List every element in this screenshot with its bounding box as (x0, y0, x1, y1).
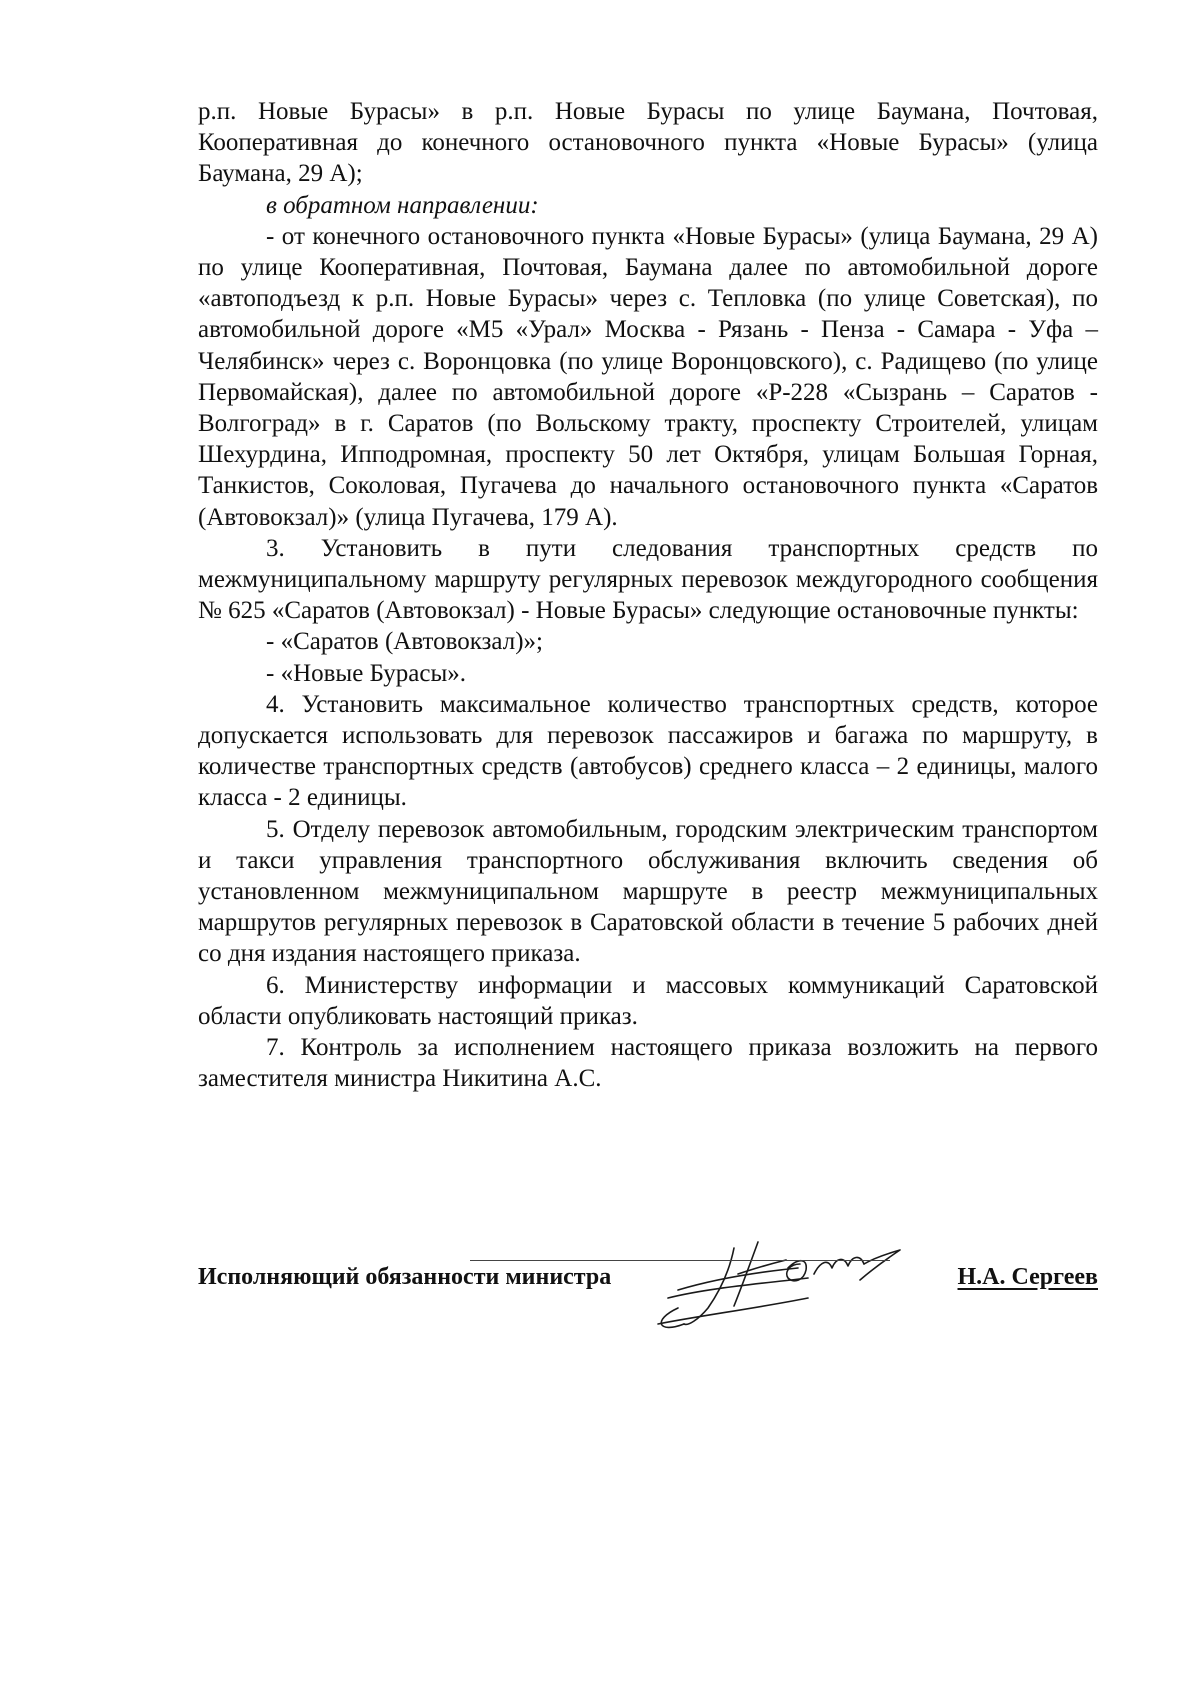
paragraph-item-3: 3. Установить в пути следования транспортных средств по межмуниципальному маршруту регулярных перевозок междугородного сообщения № 625 «Саратов (Автовокзал) - Новые Бурасы» следующие остановочные пункты: (198, 534, 1098, 625)
signer-title: Исполняющий обязанности министра (198, 1264, 612, 1290)
paragraph-item-6: 6. Министерству информации и массовых коммуникаций Саратовской области опубликовать настоящий приказ. (198, 971, 1098, 1030)
paragraph-stop-2: - «Новые Бурасы». (266, 659, 467, 687)
paragraph-item-7: 7. Контроль за исполнением настоящего приказа возложить на первого заместителя министра Никитина А.С. (198, 1034, 1098, 1093)
signer-name: Н.А. Сергеев (957, 1264, 1098, 1290)
paragraph-continuation: р.п. Новые Бурасы» в р.п. Новые Бурасы по улице Баумана, Почтовая, Кооперативная до конечного остановочного пункта «Новые Бурасы» (улица Баумана, 29 А); (198, 98, 1098, 188)
paragraph-return-direction-heading: в обратном направлении: (266, 191, 539, 219)
handwritten-signature (638, 1228, 938, 1348)
paragraph-item-5: 5. Отделу перевозок автомобильным, городским электрическим транспортом и такси управления транспортного обслуживания включить сведения об установленном межмуниципальном маршруте в реестр межмуниципальных маршрутов регулярных перевозок в Саратовской области в течение 5 рабочих дней со дня издания настоящего приказа. (198, 815, 1098, 968)
signature-line (470, 1260, 890, 1261)
document-body (198, 96, 1098, 1095)
paragraph-stop-1: - «Саратов (Автовокзал)»; (266, 628, 543, 656)
signature-block (198, 1262, 1098, 1342)
paragraph-item-4: 4. Установить максимальное количество транспортных средств, которое допускается использовать для перевозок пассажиров и багажа по маршруту, в количестве транспортных средств (автобусов) среднего класса – 2 единицы, малого класса - 2 единицы. (198, 690, 1098, 812)
paragraph-return-route: - от конечного остановочного пункта «Новые Бурасы» (улица Баумана, 29 А) по улице Кооперативная, Почтовая, Баумана далее по автомобильной дороге «автоподъезд к р.п. Новые Бурасы» через с. Тепловка (по улице Советская), по автомобильной дороге «М5 «Урал» Москва - Рязань - Пенза - Самара - Уфа – Челябинск» через с. Воронцовка (по улице Воронцовского), с. Радищево (по улице Первомайская), далее по автомобильной дороге «Р-228 «Сызрань – Саратов - Волгоград» в г. Саратов (по Вольскому тракту, проспекту Строителей, улицам Шехурдина, Ипподромная, проспекту 50 лет Октября, улицам Большая Горная, Танкистов, Соколовая, Пугачева до начального остановочного пункта «Саратов (Автовокзал)» (улица Пугачева, 179 А). (198, 222, 1098, 531)
